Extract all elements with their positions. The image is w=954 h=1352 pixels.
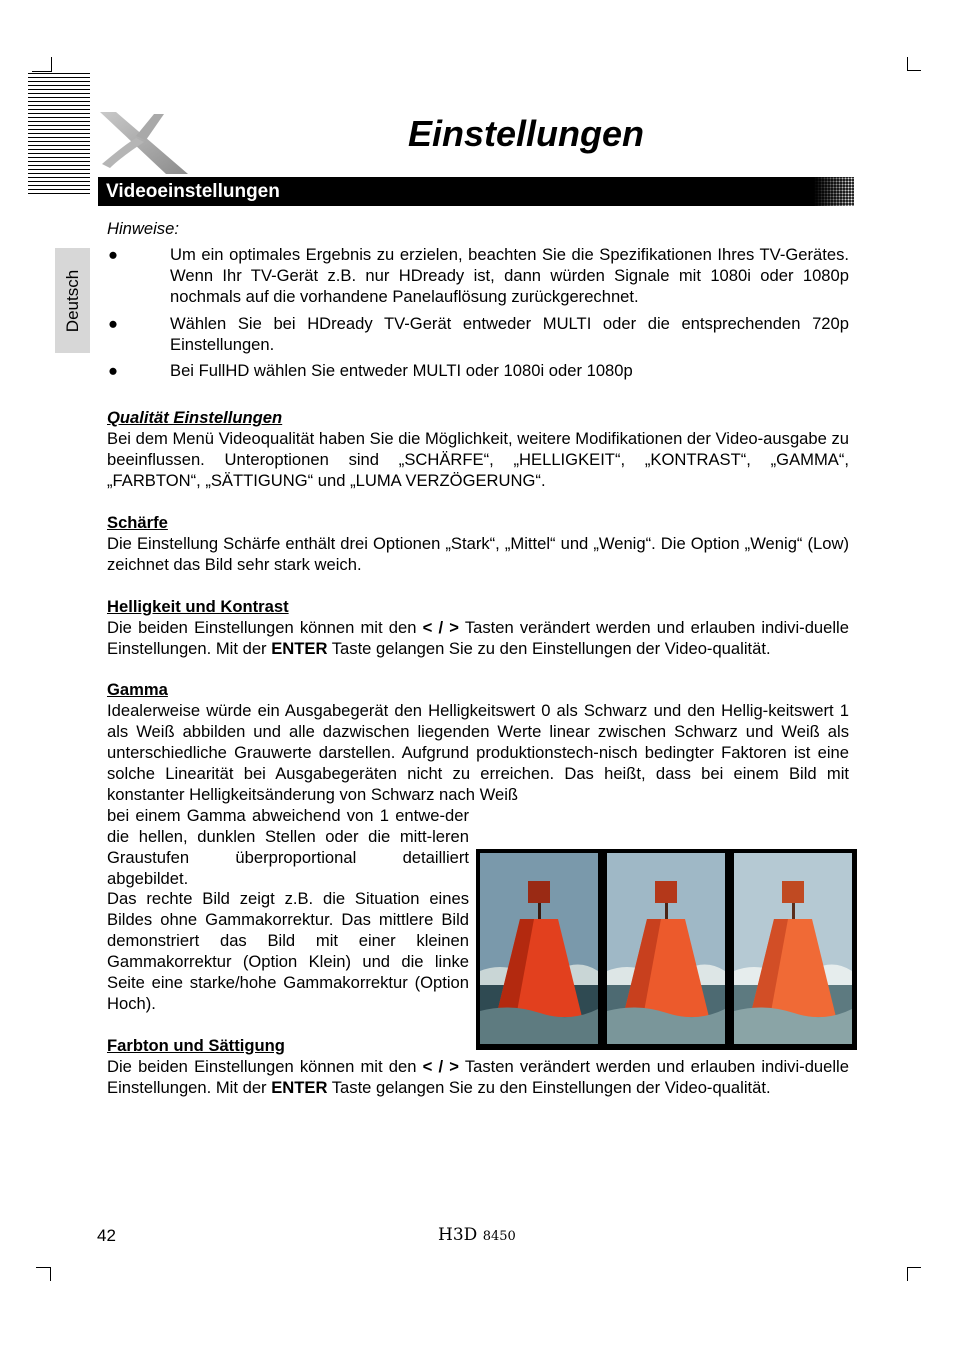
header-stripes — [28, 73, 90, 197]
hint-item: ● Um ein optimales Ergebnis zu erzielen, beachten Sie die Spezifikationen Ihres TV-Gerätes. Wenn Ihr TV-Gerät z.B. nur HDready ist, dann würden Signale mit 1080i oder 1080p nochmals auf die vorhandene Panelauflösung zurückgerechnet. — [108, 244, 849, 306]
section-bar — [98, 177, 854, 206]
gamma-text: Idealerweise würde ein Ausgabegerät den Helligkeitswert 0 als Schwarz und den Hellig-keitswert 1 als Weiß abbilden und alle dazwischen liegenden Werte linear zwischen Schwarz und Weiß als unterschiedliche Grauwerte darstellen. Aufgrund produktionstech-nisch bedingter Faktoren ist eine solche Linearität bei Ausgabegeräten nicht zu erreichen. Das heißt, dass bei einem Bild mit konstanter Helligkeitsänderung von Schwarz nach Weiß — [107, 701, 849, 804]
buoy-image-strong-gamma — [480, 853, 598, 1044]
section-title: Videoeinstellungen — [106, 181, 280, 202]
crop-mark-top-right — [907, 57, 908, 71]
hue-heading: Farbton und Sättigung — [107, 1035, 285, 1055]
buoy-image-small-gamma — [607, 853, 725, 1044]
sharpness-heading: Schärfe — [107, 512, 168, 532]
bullet-icon: ● — [108, 313, 119, 333]
page-number: 42 — [97, 1226, 116, 1245]
gamma-text-2: bei einem Gamma abweichend von 1 entwe-der die hellen, dunklen Stellen oder die mitt-leren Graustufen überproportional detailliert abgebildet. — [107, 805, 469, 888]
quality-text: Bei dem Menü Videoqualität haben Sie die Möglichkeit, weitere Modifikationen der Video-ausgabe zu beeinflussen. Unteroptionen sind „SCHÄRFE“, „HELLIGKEIT“, „KONTRAST“, „GAMMA“, „FARBTON“, „SÄTTIGUNG“ und „LUMA VERZÖGERUNG“. — [107, 429, 849, 491]
bar-dot-pattern — [814, 177, 854, 206]
language-tab-label: Deutsch — [62, 269, 82, 332]
sharpness-text: Die Einstellung Schärfe enthält drei Optionen „Stark“, „Mittel“ und „Wenig“. Die Option „Wenig“ (Low) zeichnet das Bild sehr stark weich. — [107, 533, 849, 574]
gamma-narrow-column — [107, 806, 469, 1015]
model-name: H3D 8450 — [438, 1225, 516, 1245]
gamma-comparison-image — [476, 849, 857, 1050]
quality-heading: Qualität Einstellungen — [107, 408, 283, 428]
gamma-heading: Gamma — [107, 680, 168, 700]
bullet-icon: ● — [108, 244, 119, 264]
x-logo-icon — [96, 108, 196, 178]
hints-list — [107, 245, 849, 382]
crop-mark-bottom-right-v — [907, 1267, 908, 1281]
crop-mark-top-left — [32, 71, 52, 72]
crop-mark-top-left-v — [51, 57, 52, 72]
bullet-icon: ● — [108, 361, 119, 381]
brightness-text: Die beiden Einstellungen können mit den < / > Tasten verändert werden und erlauben indivi-duelle Einstellungen. Mit der ENTER Taste gelangen Sie zu den Einstellungen der Video-qualität. — [107, 617, 849, 658]
brightness-heading: Helligkeit und Kontrast — [107, 596, 289, 616]
hint-item: ● Wählen Sie bei HDready TV-Gerät entweder MULTI oder die entsprechenden 720p Einstellungen. — [108, 313, 849, 354]
hint-item: ● Bei FullHD wählen Sie entweder MULTI oder 1080i oder 1080p — [108, 361, 633, 381]
crop-mark-bottom-left — [36, 1267, 51, 1268]
hints-label: Hinweise: — [107, 219, 179, 238]
crop-mark-top-right-h — [907, 70, 921, 71]
gamma-text-3: Das rechte Bild zeigt z.B. die Situation eines Bildes ohne Gammakorrektur. Das mittlere Bild demonstriert das Bild mit einer kleinen Gammakorrektur (Option Klein) und die linke Seite eine starke/hohe Gammakorrektur (Option Hoch). — [107, 889, 469, 1013]
crop-mark-bottom-right — [907, 1267, 921, 1268]
crop-mark-bottom-left-v — [50, 1267, 51, 1281]
page-title: Einstellungen — [408, 113, 645, 154]
buoy-image-no-gamma — [734, 853, 852, 1044]
hue-text: Die beiden Einstellungen können mit den < / > Tasten verändert werden und erlauben indivi-duelle Einstellungen. Mit der ENTER Taste gelangen Sie zu den Einstellungen der Video-qualität. — [107, 1056, 849, 1097]
language-tab — [55, 248, 90, 353]
